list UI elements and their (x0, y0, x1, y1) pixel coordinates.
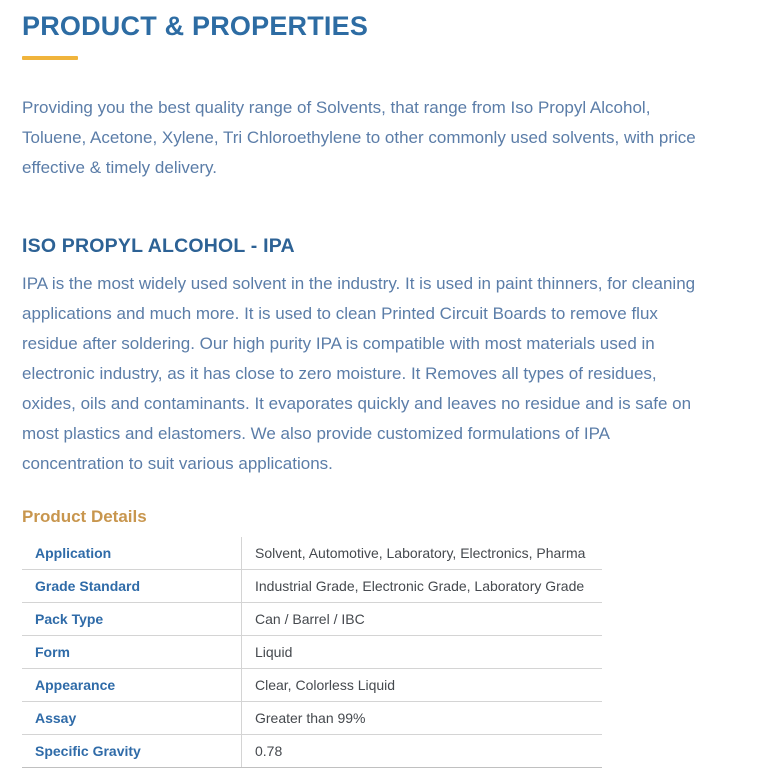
detail-value: Industrial Grade, Electronic Grade, Laboratory Grade (242, 570, 603, 603)
detail-label: Grade Standard (22, 570, 242, 603)
table-row (22, 636, 602, 669)
table-row (22, 702, 602, 735)
page-title: PRODUCT & PROPERTIES (22, 11, 369, 41)
detail-value: Liquid (242, 636, 603, 669)
detail-label: Specific Gravity (22, 735, 242, 768)
title-accent-underline (22, 56, 78, 60)
product-details-table (22, 537, 602, 768)
detail-label: Pack Type (22, 603, 242, 636)
table-row (22, 570, 602, 603)
product-description: IPA is the most widely used solvent in the industry. It is used in paint thinners, for cleaning applications and much more. It is used to clean Printed Circuit Boards to remove flux residue after soldering. Our high purity IPA is compatible with most materials used in electronic industry, as it has close to zero moisture. It Removes all types of residues, oxides, oils and contaminants. It evaporates quickly and leaves no residue and is safe on most plastics and elastomers. We also provide customized formulations of IPA concentration to suit various applications. (22, 274, 696, 474)
table-row (22, 537, 602, 570)
detail-label: Appearance (22, 669, 242, 702)
detail-label: Form (22, 636, 242, 669)
detail-value: Can / Barrel / IBC (242, 603, 603, 636)
detail-value: Greater than 99% (242, 702, 603, 735)
intro-paragraph: Providing you the best quality range of Solvents, that range from Iso Propyl Alcohol, Toluene, Acetone, Xylene, Tri Chloroethylene to other commonly used solvents, with price effective & timely delivery. (22, 98, 696, 178)
table-row (22, 669, 602, 702)
product-details-heading: Product Details (22, 507, 147, 527)
detail-label: Assay (22, 702, 242, 735)
detail-label: Application (22, 537, 242, 570)
table-row (22, 735, 602, 768)
detail-value: 0.78 (242, 735, 603, 768)
table-row (22, 603, 602, 636)
product-heading: ISO PROPYL ALCOHOL - IPA (22, 235, 295, 258)
detail-value: Clear, Colorless Liquid (242, 669, 603, 702)
detail-value: Solvent, Automotive, Laboratory, Electronics, Pharma (242, 537, 603, 570)
